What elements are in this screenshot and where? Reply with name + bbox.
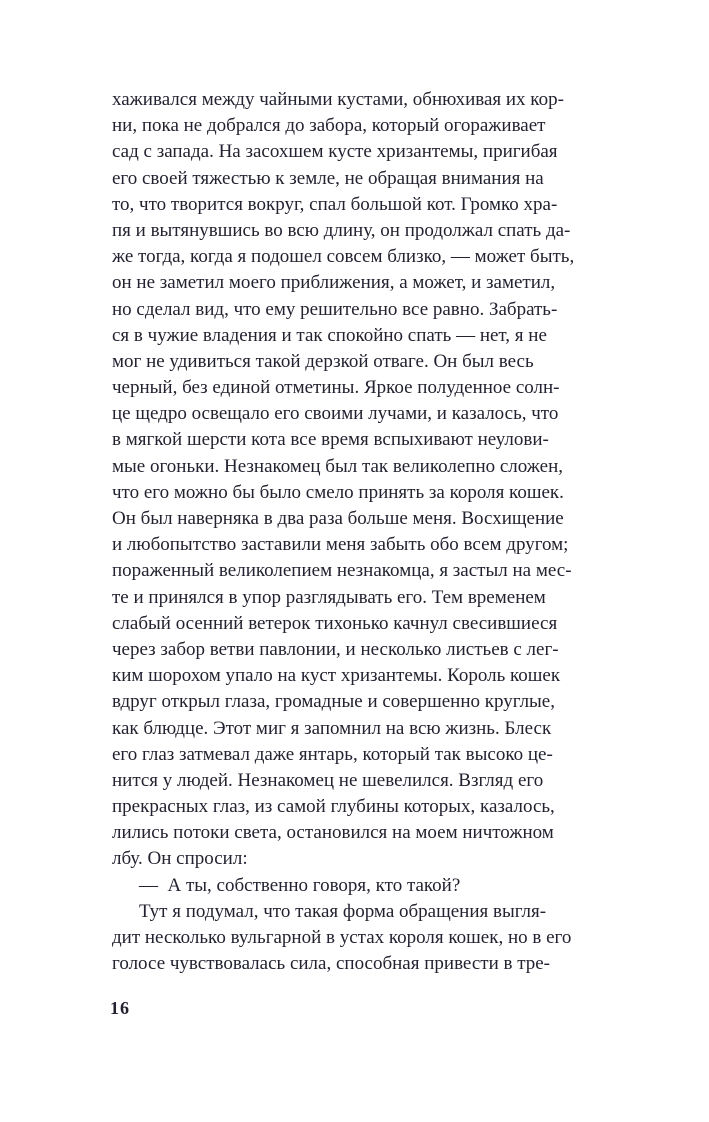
text-line: через забор ветви павлонии, и несколько листьев с лег- [112, 638, 559, 660]
text-line: сад с запада. На засохшем кусте хризантемы, пригибая [112, 141, 558, 163]
text-line: лились потоки света, остановился на моем ничтожном [112, 822, 554, 844]
text-line: Тут я подумал, что такая форма обращения выгля- [139, 900, 547, 922]
text-line: це щедро освещало его своими лучами, и казалось, что [112, 403, 559, 425]
text-line: его своей тяжестью к земле, не обращая внимания на [112, 167, 544, 189]
text-line: мог не удивиться такой дерзкой отваге. Он был весь [112, 350, 534, 372]
text-line: его глаз затмевал даже янтарь, который так высоко це- [112, 743, 553, 765]
text-line: же тогда, когда я подошел совсем близко, — может быть, [112, 246, 575, 268]
text-line: лбу. Он спросил: [112, 848, 248, 870]
text-line: Он был наверняка в два раза больше меня. Восхищение [112, 508, 564, 529]
text-line: как блюдце. Этот миг я запомнил на всю жизнь. Блеск [112, 717, 552, 739]
text-line: пораженный великолепием незнакомца, я застыл на мес- [112, 560, 572, 582]
text-line: хаживался между чайными кустами, обнюхивая их кор- [112, 89, 564, 110]
text-line: ся в чужие владения и так спокойно спать — нет, я не [112, 324, 547, 346]
text-line: пя и вытянувшись во всю длину, он продолжал спать да- [112, 219, 571, 241]
text-line: те и принялся в упор разглядывать его. Тем временем [112, 586, 546, 608]
text-line: мые огоньки. Незнакомец был так великолепно сложен, [112, 455, 564, 477]
text-line: он не заметил моего приближения, а может, и заметил, [112, 272, 556, 294]
text-line: голосе чувствовалась сила, способная привести в тре- [112, 953, 551, 975]
text-line: — А ты, собственно говоря, кто такой? [139, 874, 461, 896]
text-line: и любопытство заставили меня забыть обо всем другом; [112, 534, 569, 556]
text-line: то, что творится вокруг, спал большой кот. Громко хра- [112, 193, 558, 215]
text-line: слабый осенний ветерок тихонько качнул свесившиеся [112, 612, 558, 634]
page-number: 16 [110, 998, 130, 1018]
text-line: в мягкой шерсти кота все время вспыхивают неулови- [112, 429, 549, 451]
text-line: ни, пока не добрался до забора, который огораживает [112, 115, 546, 137]
page-text-block [112, 87, 624, 977]
text-line: вдруг открыл глаза, громадные и совершенно круглые, [112, 691, 555, 713]
text-line: дит несколько вульгарной в устах короля кошек, но в его [112, 927, 572, 948]
text-line: ким шорохом упало на куст хризантемы. Король кошек [112, 665, 561, 687]
text-line: нится у людей. Незнакомец не шевелился. Взгляд его [112, 769, 544, 791]
text-line: что его можно бы было смело принять за короля кошек. [112, 481, 564, 503]
text-line: прекрасных глаз, из самой глубины которых, казалось, [112, 796, 555, 818]
text-line: но сделал вид, что ему решительно все равно. Забрать- [112, 298, 558, 320]
text-line: черный, без единой отметины. Яркое полуденное солн- [112, 377, 560, 399]
